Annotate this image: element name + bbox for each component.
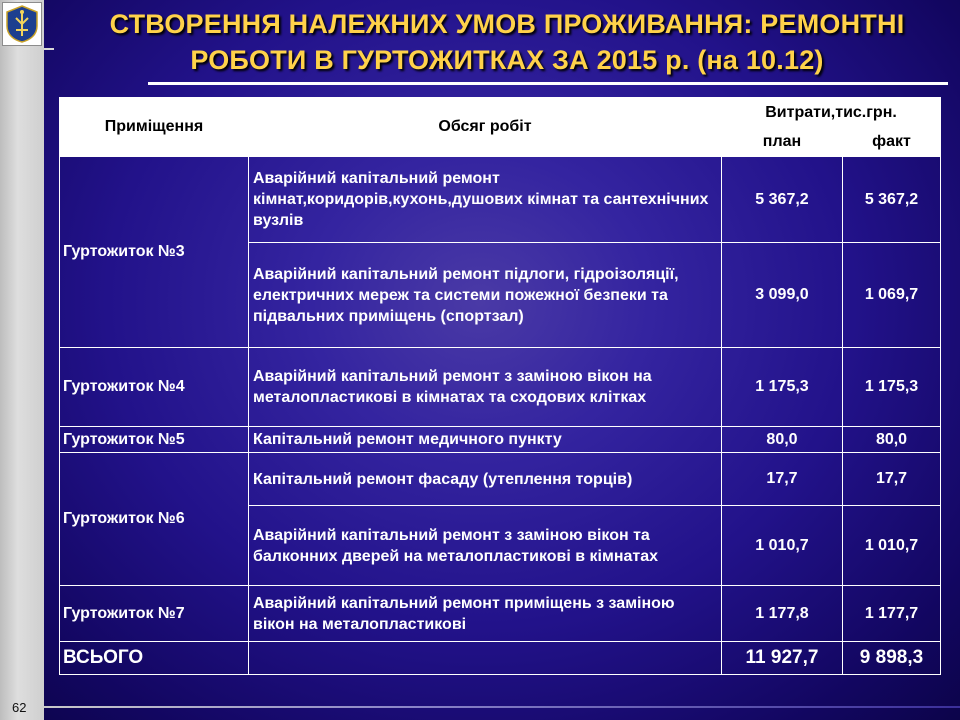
total-empty-cell <box>249 642 722 675</box>
room-name: Гуртожиток №4 <box>60 348 249 427</box>
plan-value: 1 175,3 <box>722 348 843 427</box>
repair-works-table <box>59 97 941 675</box>
slide-title: СТВОРЕННЯ НАЛЕЖНИХ УМОВ ПРОЖИВАННЯ: РЕМОНТНІ РОБОТИ В ГУРТОЖИТКАХ ЗА 2015 р. (на 10.12) <box>109 9 905 75</box>
fact-value: 1 177,7 <box>843 586 941 642</box>
header-fact: факт <box>843 128 941 157</box>
header-divider <box>44 48 54 50</box>
total-label: ВСЬОГО <box>60 642 249 675</box>
title-underline <box>148 82 948 85</box>
work-description: Аварійний капітальний ремонт підлоги, гідроізоляції, електричних мереж та системи пожежної безпеки та підвальних приміщень (спортзал) <box>249 243 722 348</box>
table-row <box>60 157 941 243</box>
table-row <box>60 427 941 453</box>
total-row <box>60 642 941 675</box>
total-fact: 9 898,3 <box>843 642 941 675</box>
room-name: Гуртожиток №7 <box>60 586 249 642</box>
plan-value: 1 177,8 <box>722 586 843 642</box>
plan-value: 3 099,0 <box>722 243 843 348</box>
work-description: Капітальний ремонт фасаду (утеплення торців) <box>249 453 722 506</box>
plan-value: 80,0 <box>722 427 843 453</box>
work-description: Капітальний ремонт медичного пункту <box>249 427 722 453</box>
university-emblem-icon <box>2 2 42 46</box>
plan-value: 5 367,2 <box>722 157 843 243</box>
header-plan: план <box>722 128 843 157</box>
slide-number: 62 <box>12 700 27 715</box>
work-description: Аварійний капітальний ремонт кімнат,коридорів,кухонь,душових кімнат та сантехнічних вузлів <box>249 157 722 243</box>
fact-value: 1 069,7 <box>843 243 941 348</box>
table-row <box>60 348 941 427</box>
plan-value: 17,7 <box>722 453 843 506</box>
fact-value: 1 175,3 <box>843 348 941 427</box>
work-description: Аварійний капітальний ремонт з заміною вікон на металопластикові в кімнатах та сходових клітках <box>249 348 722 427</box>
header-room: Приміщення <box>60 98 249 157</box>
room-name: Гуртожиток №6 <box>60 453 249 586</box>
header-work: Обсяг робіт <box>249 98 722 157</box>
header-costs: Витрати,тис.грн. <box>722 98 941 128</box>
work-description: Аварійний капітальний ремонт приміщень з заміною вікон на металопластикові <box>249 586 722 642</box>
fact-value: 5 367,2 <box>843 157 941 243</box>
plan-value: 1 010,7 <box>722 506 843 586</box>
fact-value: 17,7 <box>843 453 941 506</box>
room-name: Гуртожиток №5 <box>60 427 249 453</box>
table-row <box>60 586 941 642</box>
room-name: Гуртожиток №3 <box>60 157 249 348</box>
fact-value: 1 010,7 <box>843 506 941 586</box>
left-strip-gradient <box>0 0 44 720</box>
total-plan: 11 927,7 <box>722 642 843 675</box>
work-description: Аварійний капітальний ремонт з заміною вікон та балконних дверей на металопластикові в кімнатах <box>249 506 722 586</box>
fact-value: 80,0 <box>843 427 941 453</box>
table-row <box>60 453 941 506</box>
left-sidebar-strip <box>0 0 44 720</box>
footer-divider <box>44 706 960 708</box>
